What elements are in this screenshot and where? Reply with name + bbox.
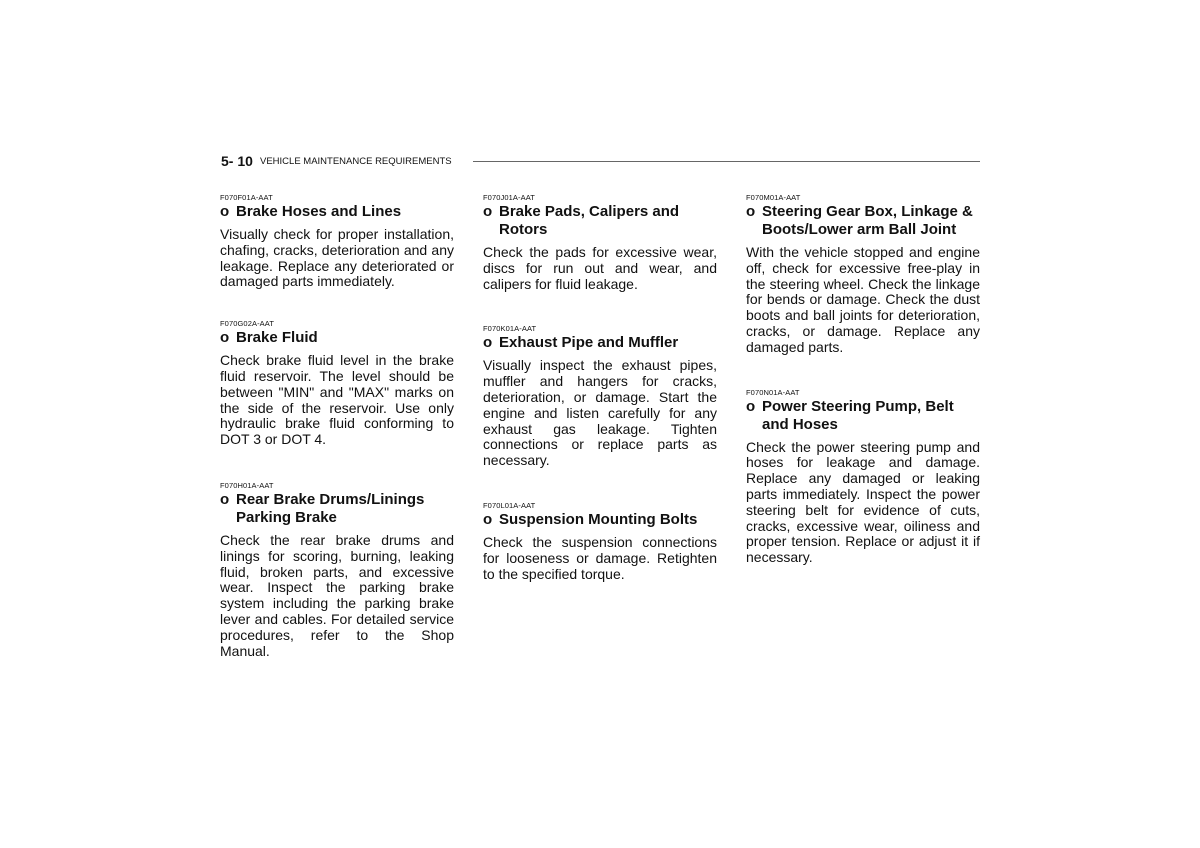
entry-code: F070F01A-AAT bbox=[220, 193, 273, 202]
page-number: 5- 10 bbox=[221, 153, 253, 169]
entry-code: F070J01A-AAT bbox=[483, 193, 535, 202]
column-3 bbox=[746, 193, 980, 566]
entry-brake-hoses bbox=[220, 193, 454, 290]
entry-heading bbox=[483, 203, 717, 239]
entry-body: Check the pads for excessive wear, discs for run out and wear, and calipers for fluid leakage. bbox=[483, 244, 717, 292]
column-1 bbox=[220, 193, 454, 659]
entry-heading bbox=[220, 329, 454, 347]
entry-suspension-bolts bbox=[483, 501, 717, 582]
entry-steering-gear bbox=[746, 193, 980, 356]
bullet-marker: o bbox=[220, 203, 230, 220]
entry-heading-text: Steering Gear Box, Linkage & Boots/Lower arm Ball Joint bbox=[762, 203, 973, 238]
bullet-marker: o bbox=[483, 334, 493, 352]
entry-heading bbox=[483, 511, 717, 529]
entry-exhaust-pipe bbox=[483, 324, 717, 469]
entry-heading-text: Exhaust Pipe and Muffler bbox=[499, 334, 679, 352]
entry-body: Check brake fluid level in the brake fluid reservoir. The level should be between "MIN" and "MAX" marks on the side of the reservoir. Use only hydraulic brake fluid conforming to DOT 3 or DOT 4. bbox=[220, 352, 454, 448]
entry-brake-pads bbox=[483, 193, 717, 292]
entry-code: F070G02A-AAT bbox=[220, 319, 275, 329]
entry-brake-fluid bbox=[220, 319, 454, 448]
bullet-marker: o bbox=[220, 329, 230, 347]
entry-heading bbox=[220, 203, 454, 221]
bullet-marker: o bbox=[746, 203, 756, 220]
entry-heading bbox=[220, 491, 454, 527]
entry-heading-text: Brake Pads, Calipers and Rotors bbox=[499, 203, 680, 238]
column-2 bbox=[483, 193, 717, 582]
entry-heading bbox=[746, 398, 980, 434]
bullet-marker: o bbox=[483, 510, 493, 528]
entry-heading-text: Brake Fluid bbox=[236, 329, 318, 347]
entry-heading-text: Rear Brake Drums/Linings Parking Brake bbox=[236, 490, 425, 526]
section-title: VEHICLE MAINTENANCE REQUIREMENTS bbox=[260, 156, 452, 167]
entry-heading-text: Suspension Mounting Bolts bbox=[499, 510, 698, 528]
entry-rear-brake-drums bbox=[220, 481, 454, 659]
entry-heading-text: Brake Hoses and Lines bbox=[236, 203, 402, 220]
entry-body: Visually check for proper installation, chafing, cracks, deterioration and any leakage. Replace any deteriorated or damaged parts immediately. bbox=[220, 226, 454, 290]
entry-code: F070K01A-AAT bbox=[483, 324, 537, 334]
entry-heading bbox=[483, 334, 717, 352]
bullet-marker: o bbox=[746, 397, 756, 415]
bullet-marker: o bbox=[483, 203, 493, 220]
entry-code: F070H01A-AAT bbox=[220, 480, 274, 490]
page-header bbox=[221, 153, 980, 171]
entry-body: Check the suspension connections for looseness or damage. Retighten to the specified torque. bbox=[483, 533, 717, 582]
entry-body: Visually inspect the exhaust pipes, muffler and hangers for cracks, deterioration, or damage. Start the engine and listen carefully for any exhaust gas leakage. Tighten connections or replace parts as necessary. bbox=[483, 357, 717, 469]
bullet-marker: o bbox=[220, 490, 230, 508]
entry-heading bbox=[746, 203, 980, 239]
entry-body: Check the power steering pump and hoses for leakage and damage. Replace any damaged or leaking parts immediately. Inspect the power steering belt for evidence of cuts, cracks, excessive wear, oiliness and proper tension. Replace or adjust it if necessary. bbox=[746, 438, 980, 566]
entry-power-steering bbox=[746, 388, 980, 566]
entry-heading-text: Power Steering Pump, Belt and Hoses bbox=[762, 397, 954, 433]
entry-body: With the vehicle stopped and engine off, check for excessive free-play in the steering wheel. Check the linkage for bends or damage. Check the dust boots and ball joints for deterioration, cracks, or damage. Replace any damaged parts. bbox=[746, 244, 980, 355]
entry-code: F070N01A-AAT bbox=[746, 387, 800, 397]
entry-code: F070L01A-AAT bbox=[483, 500, 536, 510]
entry-body: Check the rear brake drums and linings for scoring, burning, leaking fluid, broken parts, and excessive wear. Inspect the parking brake system including the parking brake lever and cables. For detailed service procedures, refer to the Shop Manual. bbox=[220, 531, 454, 659]
header-rule bbox=[473, 161, 980, 162]
entry-code: F070M01A-AAT bbox=[746, 193, 801, 202]
